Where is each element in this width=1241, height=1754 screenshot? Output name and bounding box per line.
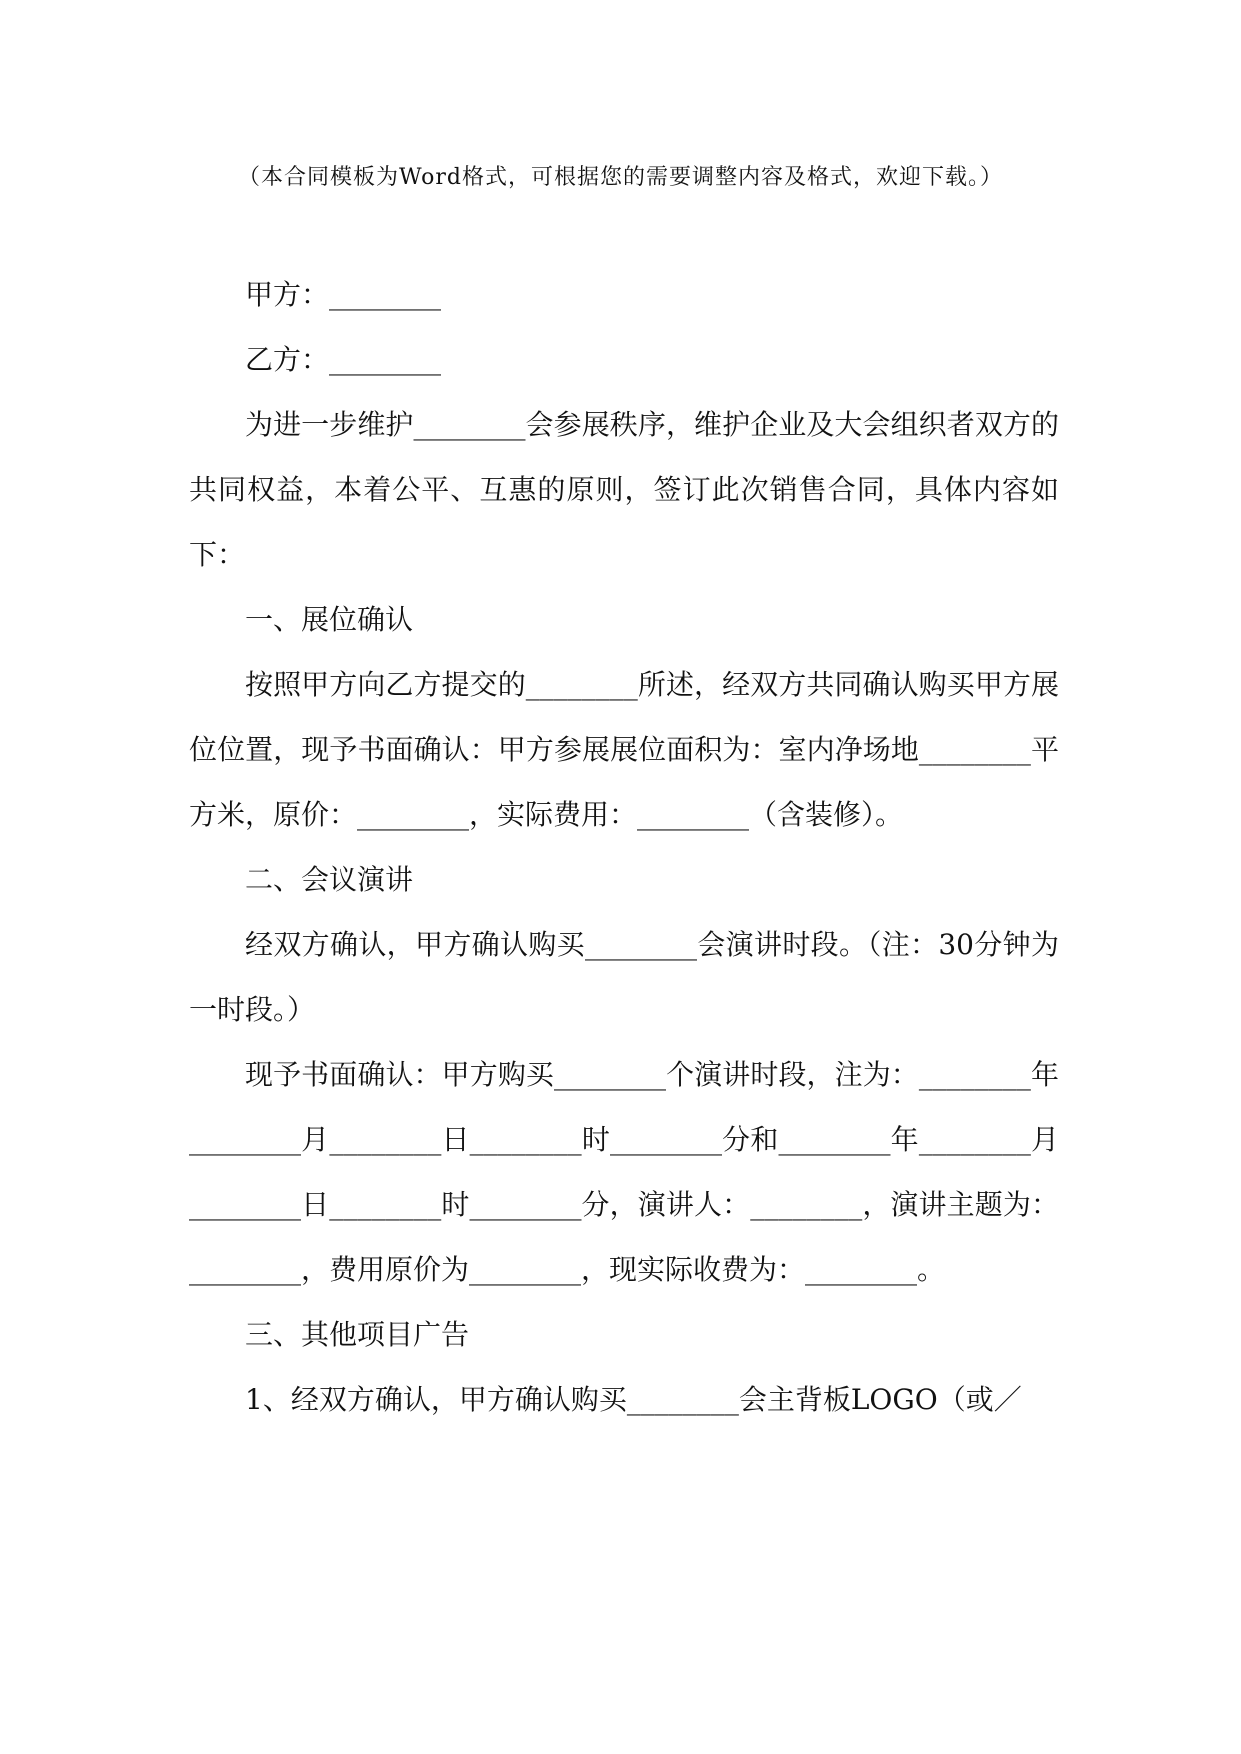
section-heading-ads: 三、其他项目广告 [245, 1318, 470, 1351]
party-b-line: 乙方：________ [245, 343, 442, 376]
preamble-paragraph: 为进一步维护________会参展秩序，维护企业及大会组织者双方的共同权益，本着公平、互惠的原则，签订此次销售合同，具体内容如下： [189, 408, 1059, 571]
template-note: （本合同模板为Word格式，可根据您的需要调整内容及格式，欢迎下载。） [238, 165, 1003, 190]
section-heading-speech: 二、会议演讲 [245, 863, 414, 896]
party-a-line: 甲方：________ [245, 278, 442, 311]
contract-body [189, 262, 1059, 1432]
speech-paragraph: 经双方确认，甲方确认购买________会演讲时段。（注：30分钟为一时段。） [189, 928, 1059, 1026]
booth-paragraph: 按照甲方向乙方提交的________所述，经双方共同确认购买甲方展位位置，现予书面确认：甲方参展展位面积为：室内净场地________平方米，原价：________，实际费用：________（含装修）。 [189, 668, 1059, 831]
ads-item-1: 1、经双方确认，甲方确认购买________会主背板LOGO（或／ [245, 1383, 1022, 1416]
speech-detail-paragraph: 现予书面确认：甲方购买________个演讲时段，注为：________年________月________日________时________分和________年________月________日________时________分，演讲人：________，演讲主题为：________，费用原价为________，现实际收费为：________。 [189, 1058, 1059, 1286]
section-heading-booth: 一、展位确认 [245, 603, 414, 636]
